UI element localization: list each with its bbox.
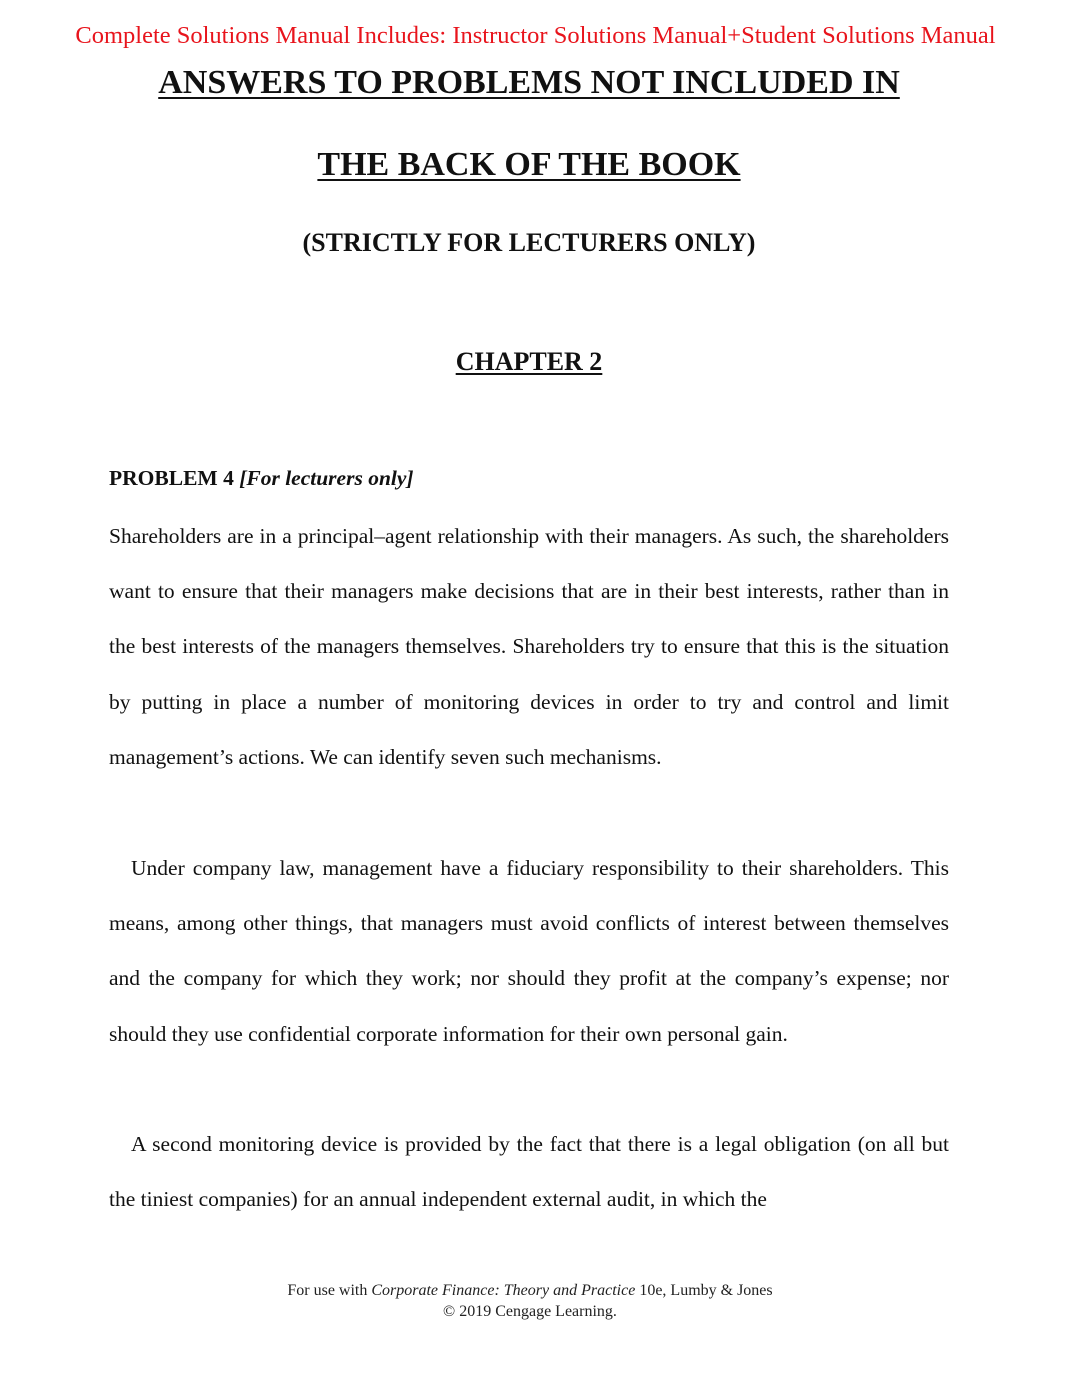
footer-suffix: 10e, Lumby & Jones bbox=[635, 1282, 773, 1299]
promo-banner: Complete Solutions Manual Includes: Instructor Solutions Manual+Student Solutions Manual bbox=[75, 22, 996, 49]
page-footer bbox=[0, 1280, 1060, 1322]
problem-heading bbox=[109, 466, 414, 491]
footer-copyright: © 2019 Cengage Learning. bbox=[443, 1303, 617, 1320]
document-title-line-2: THE BACK OF THE BOOK bbox=[317, 146, 741, 183]
paragraph-3: A second monitoring device is provided by the fact that there is a legal obligation (on all but the tiniest companies) for an annual independent external audit, in which the bbox=[109, 1132, 949, 1212]
problem-label: PROBLEM 4 bbox=[109, 466, 234, 490]
document-title-line-1: ANSWERS TO PROBLEMS NOT INCLUDED IN bbox=[158, 64, 900, 101]
paragraph-2: Under company law, management have a fiduciary responsibility to their shareholders. This means, among other things, that managers must avoid conflicts of interest between themselves and the company for which they work; nor should they profit at the company’s expense; nor should they use confidential corporate information for their own personal gain. bbox=[109, 856, 949, 1046]
paragraph-1: Shareholders are in a principal–agent relationship with their managers. As such, the shareholders want to ensure that their managers make decisions that are in their best interests, rather than in the best interests of the managers themselves. Shareholders try to ensure that this is the situation by putting in place a number of monitoring devices in order to try and control and limit management’s actions. We can identify seven such mechanisms. bbox=[109, 524, 949, 769]
document-subtitle: (STRICTLY FOR LECTURERS ONLY) bbox=[302, 228, 756, 257]
footer-citation bbox=[0, 1280, 1060, 1301]
chapter-heading: CHAPTER 2 bbox=[455, 347, 603, 376]
footer-book-title: Corporate Finance: Theory and Practice bbox=[371, 1282, 636, 1299]
problem-note: [For lecturers only] bbox=[239, 466, 414, 490]
footer-prefix: For use with bbox=[287, 1282, 372, 1299]
